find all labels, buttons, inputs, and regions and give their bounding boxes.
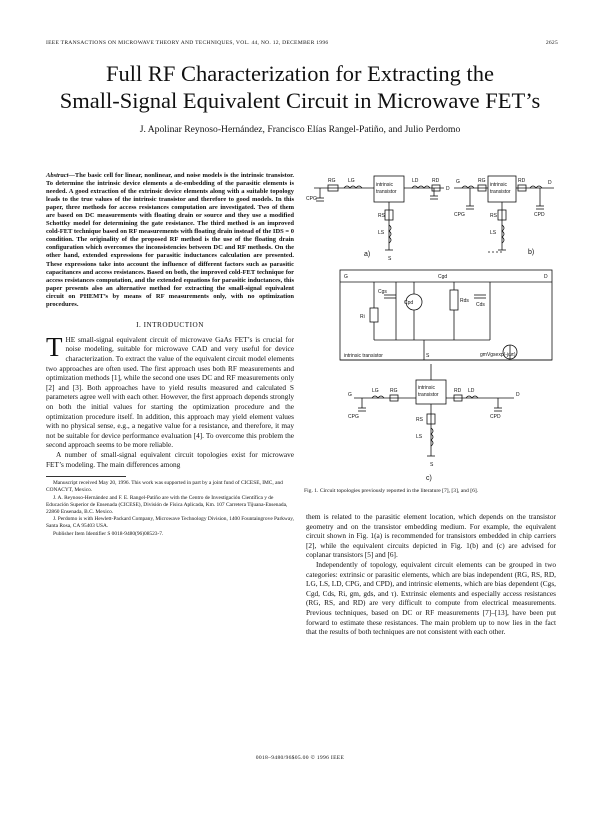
fig-label-c: c) bbox=[426, 475, 432, 482]
fig-a-S: S bbox=[388, 256, 392, 262]
fig-a-RG: RG bbox=[328, 178, 336, 184]
right-paragraph-0: them is related to the parasitic element location, which depends on the transistor geometry and on the transistor embedding medium. For example, the equivalent circuit shown in Fig. 1(a) is recommended for transistors embedded in chip carriers [2], while the equivalent circuits depicted in Fig. 1(b) and (c) are advised for coplanar transistors [5] and [6]. bbox=[306, 512, 556, 560]
drop-cap: T bbox=[46, 331, 63, 362]
fig-c-box-label-1: intrinsic bbox=[418, 385, 435, 391]
left-column bbox=[46, 172, 294, 539]
fig-int-Cpd: Cpd bbox=[404, 300, 414, 306]
fig-a-CPG: CPG bbox=[306, 196, 317, 202]
fig-int-caption: intrinsic transistor bbox=[344, 353, 383, 359]
fig-int-Ri: Ri bbox=[360, 314, 365, 320]
footnotes bbox=[46, 480, 294, 537]
fig-label-b: b) bbox=[528, 249, 535, 256]
fig-a-D: D bbox=[446, 186, 450, 192]
fig-int-Cgs: Cgs bbox=[378, 289, 387, 295]
footnote-3: J. Perdomo is with Hewlett-Packard Company, Microwave Technology Division, 1400 Fountaingrove Parkway, Santa Rosa, CA 95403 USA. bbox=[46, 516, 294, 530]
fig-int-S: S bbox=[426, 353, 430, 359]
figure-1 bbox=[304, 170, 558, 486]
abstract-text: The basic cell for linear, nonlinear, and noise models is the intrinsic transistor. To determine the intrinsic device elements a de-embedding of the parasitic elements is needed. A good extraction of the extrinsic device elements along with a suitable topology leads to the true values of the intrinsic transistor and therefore to good models. In this paper, three methods for access resistances computation are investigated. Two of them are based on DC measurements with floating drain or source and they use a modified Schottky model for determining the gate resistance. The third method is an improved cold-FET technique based on RF measurements with floating drain instead of the IDS = 0 condition. The originality of the proposed RF method is the use of the floating drain configuration which overcomes the inconsistencies between DC and RF methods. On the other hand, extended expressions for parasitic inductances calculation are presented. These expressions take into account the influence of different factors such as parasitic capacitances and access resistances. Based on both, the improved cold-FET technique for access resistances computation, and the extended equations for parasitic inductances, this paper presents also an alternative method for extracting the small-signal equivalent circuit on PHEMT’s by means of RF measurements only, with no optimization procedures. bbox=[46, 172, 294, 308]
fig-int-Rds: Rds bbox=[460, 298, 469, 304]
circuit-c bbox=[354, 364, 514, 456]
paper-title bbox=[0, 60, 600, 114]
fig-c-RD: RD bbox=[454, 388, 462, 394]
intro-paragraph-1 bbox=[46, 331, 294, 450]
right-paragraph-1: Independently of topology, equivalent circuit elements can be grouped in two categories: extrinsic or parasitic elements, which are bias independent (RG, RS, RD, LG, LS, LD, CPG, and CPD), and intrinsic elements, which are bias dependent (Cgs, Cgd, Cds, Ri, gm, gds, and τ). Extrinsic elements and especially access resistances (RG, RS, and RD) are very difficult to compute from electrical measurements. Previous techniques, based on DC or RF measurements [7]–[13], have been put forward to estimate these resistances. The main problem up to now lies in the fact that the results of both techniques are not consistent with each other. bbox=[306, 559, 556, 637]
fig-b-CPD: CPD bbox=[534, 212, 545, 218]
fig-int-Cds: Cds bbox=[476, 302, 485, 308]
fig-c-RG: RG bbox=[390, 388, 398, 394]
fig-c-RS: RS bbox=[416, 417, 423, 423]
footnote-rule bbox=[46, 476, 126, 477]
figure-1-caption: Fig. 1. Circuit topologies previously reported in the literature [7], [3], and [6]. bbox=[304, 488, 479, 494]
intro-paragraph-1-text: HE small-signal equivalent circuit of microwave GaAs FET’s is crucial for noise modeling, suitable for microwave CAD and very useful for device characterization. To extract the value of the equivalent circuit model elements two approaches are often used. The first approach uses both RF measurements and optimization methods [1], while the second one uses DC and RF measurements only [2] and [3]. Both approaches have to yield results measured and calculated S parameters agree well with each other. However, the first approach depends strongly on both the initial values for starting the optimization procedure and the optimization procedure itself. In addition, this approach may yield element values with no physical sense, e.g., a negative value for a resistance, and therefore, it may not be suitable for device performance evaluation [4]. To overcome this problem the second approach seems to be more reliable. bbox=[46, 334, 294, 450]
fig-c-LS: LS bbox=[416, 434, 423, 440]
right-column-text bbox=[306, 512, 556, 637]
fig-c-CPG: CPG bbox=[348, 414, 359, 420]
fig-a-LS: LS bbox=[378, 230, 385, 236]
fig-b-LS: LS bbox=[490, 230, 497, 236]
fig-b-CPG: CPG bbox=[454, 212, 465, 218]
journal-line: IEEE TRANSACTIONS ON MICROWAVE THEORY AND TECHNIQUES, VOL. 44, NO. 12, DECEMBER 1996 bbox=[46, 40, 329, 46]
introduction-body bbox=[46, 331, 294, 469]
fig-a-RS: RS bbox=[378, 213, 385, 219]
fig-a-LD: LD bbox=[412, 178, 419, 184]
running-header bbox=[46, 40, 558, 46]
page-number: 2625 bbox=[545, 40, 558, 46]
fig-b-RD: RD bbox=[518, 178, 526, 184]
fig-c-D: D bbox=[516, 392, 520, 398]
fig-b-box-label-2: transistor bbox=[490, 189, 511, 195]
copyright-line: 0018–9480/96$05.00 © 1996 IEEE bbox=[255, 755, 345, 761]
fig-a-LG: LG bbox=[348, 178, 355, 184]
abstract bbox=[46, 172, 294, 309]
fig-b-D: D bbox=[548, 180, 552, 186]
fig-int-D: D bbox=[544, 274, 548, 280]
fig-b-G: G bbox=[456, 179, 460, 185]
fig-c-G: G bbox=[348, 392, 352, 398]
intrinsic-transistor-detail bbox=[340, 252, 552, 360]
fig-b-box-label-1: intrinsic bbox=[490, 182, 507, 188]
fig-b-RS: RS bbox=[490, 213, 497, 219]
intro-paragraph-2: A number of small-signal equivalent circuit topologies exist for microwave FET’s modeling. The main differences among bbox=[46, 449, 294, 469]
footnote-4: Publisher Item Identifier S 0018-9480(96)08523-7. bbox=[53, 530, 164, 537]
authors: J. Apolinar Reynoso-Hernández, Francisco Elías Rangel-Patiño, and Julio Perdomo bbox=[139, 124, 461, 135]
fig-int-Cgd: Cgd bbox=[438, 274, 448, 280]
fig-b-RG: RG bbox=[478, 178, 486, 184]
fig-a-box-label-1: intrinsic bbox=[376, 182, 393, 188]
fig-c-LD: LD bbox=[468, 388, 475, 394]
fig-int-G: G bbox=[344, 274, 348, 280]
abstract-label: Abstract— bbox=[46, 172, 75, 179]
fig-a-box-label-2: transistor bbox=[376, 189, 397, 195]
fig-label-a: a) bbox=[364, 251, 371, 258]
title-line-1: Full RF Characterization for Extracting the bbox=[105, 61, 494, 86]
fig-c-CPD: CPD bbox=[490, 414, 501, 420]
fig-int-gm: gmVgsexp(-jωτ) bbox=[480, 352, 516, 358]
footnote-1: Manuscript received May 20, 1996. This work was supported in part by a joint fund of CICESE, IMC, and CONACYT, Mexico. bbox=[46, 480, 283, 494]
title-line-2: Small-Signal Equivalent Circuit in Microwave FET’s bbox=[59, 88, 541, 113]
fig-c-LG: LG bbox=[372, 388, 379, 394]
fig-c-box-label-2: transistor bbox=[418, 392, 439, 398]
footnote-2: J. A. Reynoso-Hernández and F. E. Rangel-Patiño are with the Centro de Investigación Científica y de Educación Superior de Ensenada (CICESE), División de Física Aplicada, Km. 107 Carretera Tijuana-Ensenada, 22860 Ensenada, B.C. Mexico. bbox=[46, 495, 288, 515]
fig-a-RD: RD bbox=[432, 178, 440, 184]
fig-c-S: S bbox=[430, 462, 434, 468]
section-heading-introduction: I. INTRODUCTION bbox=[136, 320, 204, 329]
